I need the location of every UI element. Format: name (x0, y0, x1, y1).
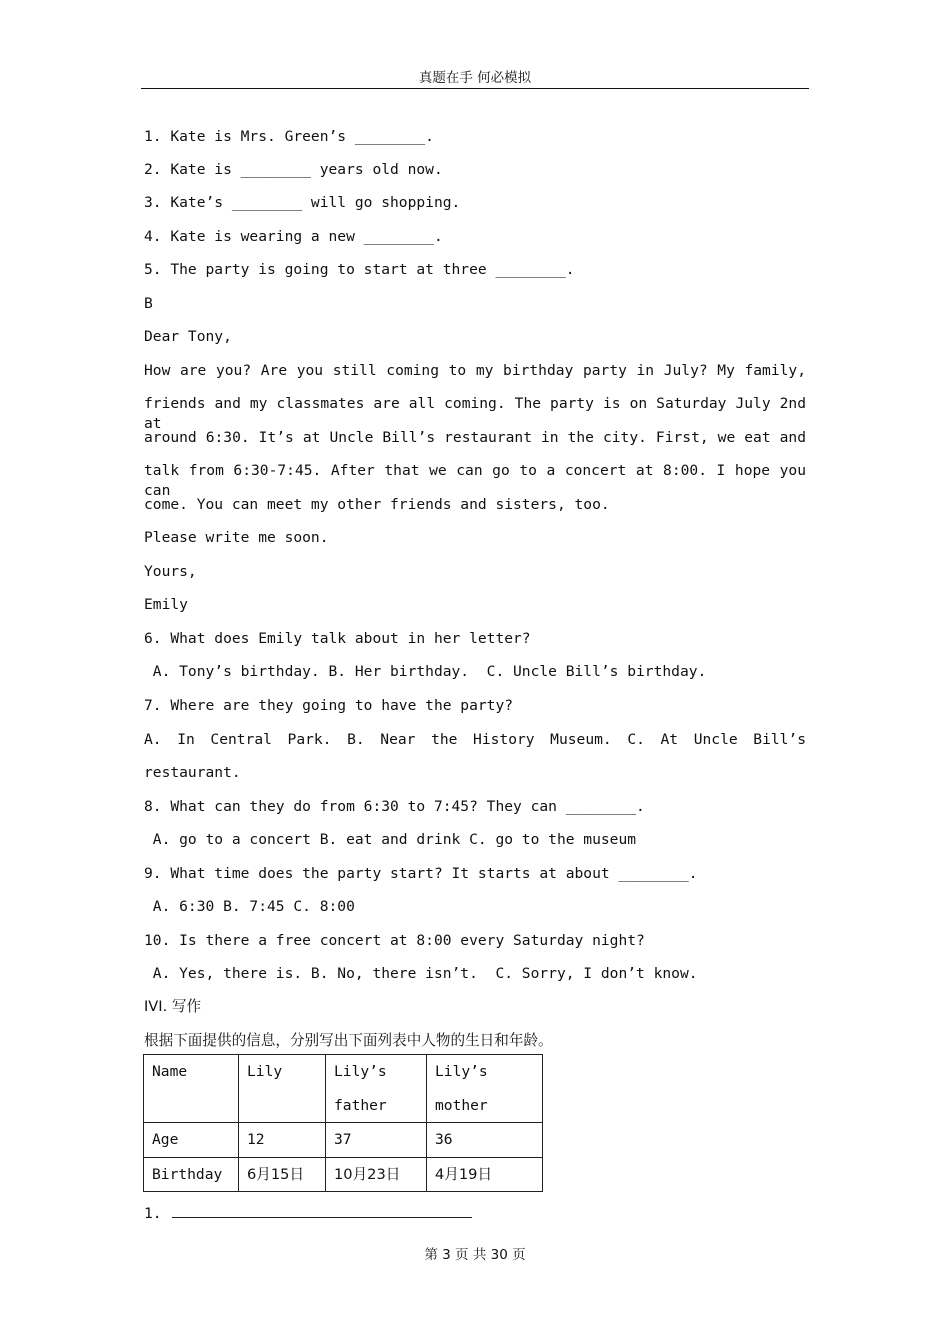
table-cell: 4月19日 (427, 1157, 543, 1192)
question-5: 5. The party is going to start at three ________. (144, 261, 575, 278)
table-cell: Name (144, 1055, 239, 1123)
question-10-options: A. Yes, there is. B. No, there isn’t. C. Sorry, I don’t know. (144, 965, 698, 982)
question-9-options: A. 6:30 B. 7:45 C. 8:00 (144, 898, 355, 915)
question-8: 8. What can they do from 6:30 to 7:45? They can ________. (144, 798, 645, 815)
writing-instruction: 根据下面提供的信息，分别写出下面列表中人物的生日和年龄。 (144, 1032, 553, 1049)
table-cell: Lily (239, 1055, 326, 1123)
question-1: 1. Kate is Mrs. Green’s ________. (144, 128, 434, 145)
answer-blank[interactable] (172, 1203, 472, 1218)
letter-signature: Emily (144, 596, 188, 613)
section-b-label: B (144, 295, 153, 312)
table-cell: 12 (239, 1123, 326, 1158)
answer-line-1 (144, 1203, 472, 1224)
info-table (143, 1054, 543, 1192)
letter-sign-off: Yours, (144, 563, 197, 580)
letter-closing-request: Please write me soon. (144, 529, 329, 546)
header-rule (141, 88, 809, 89)
question-9: 9. What time does the party start? It starts at about ________. (144, 865, 698, 882)
letter-greeting: Dear Tony, (144, 328, 232, 345)
page-header-title: 真题在手 何必模拟 (418, 70, 532, 86)
answer-label: 1. (144, 1205, 162, 1222)
page-footer: 第 3 页 共 30 页 (424, 1247, 526, 1263)
question-7: 7. Where are they going to have the party? (144, 697, 514, 714)
table-cell: Age (144, 1123, 239, 1158)
letter-body-line: friends and my classmates are all coming. The party is on Saturday July 2nd at (144, 395, 806, 432)
table-row (144, 1157, 543, 1192)
table-cell: Lily’s mother (427, 1055, 543, 1123)
table-cell: 36 (427, 1123, 543, 1158)
question-4: 4. Kate is wearing a new ________. (144, 228, 443, 245)
table-cell: 37 (326, 1123, 427, 1158)
question-10: 10. Is there a free concert at 8:00 every Saturday night? (144, 932, 645, 949)
writing-heading: IVI. 写作 (144, 998, 202, 1015)
question-8-options: A. go to a concert B. eat and drink C. go to the museum (144, 831, 637, 848)
table-cell: 6月15日 (239, 1157, 326, 1192)
letter-body-line: talk from 6:30-7:45. After that we can go to a concert at 8:00. I hope you can (144, 462, 806, 499)
table-cell: Lily’s father (326, 1055, 427, 1123)
letter-body-line: around 6:30. It’s at Uncle Bill’s restaurant in the city. First, we eat and (144, 429, 806, 446)
question-7-options: A. In Central Park. B. Near the History Museum. C. At Uncle Bill’s (144, 731, 806, 748)
table-cell: 10月23日 (326, 1157, 427, 1192)
question-6-options: A. Tony’s birthday. B. Her birthday. C. Uncle Bill’s birthday. (144, 663, 707, 680)
table-row (144, 1123, 543, 1158)
question-2: 2. Kate is ________ years old now. (144, 161, 443, 178)
table-cell: Birthday (144, 1157, 239, 1192)
question-6: 6. What does Emily talk about in her letter? (144, 630, 531, 647)
question-7-options-continued: restaurant. (144, 764, 241, 781)
table-row (144, 1055, 543, 1123)
letter-body-last-line: come. You can meet my other friends and sisters, too. (144, 496, 610, 513)
question-3: 3. Kate’s ________ will go shopping. (144, 194, 461, 211)
letter-body-line: How are you? Are you still coming to my birthday party in July? My family, (144, 362, 806, 379)
